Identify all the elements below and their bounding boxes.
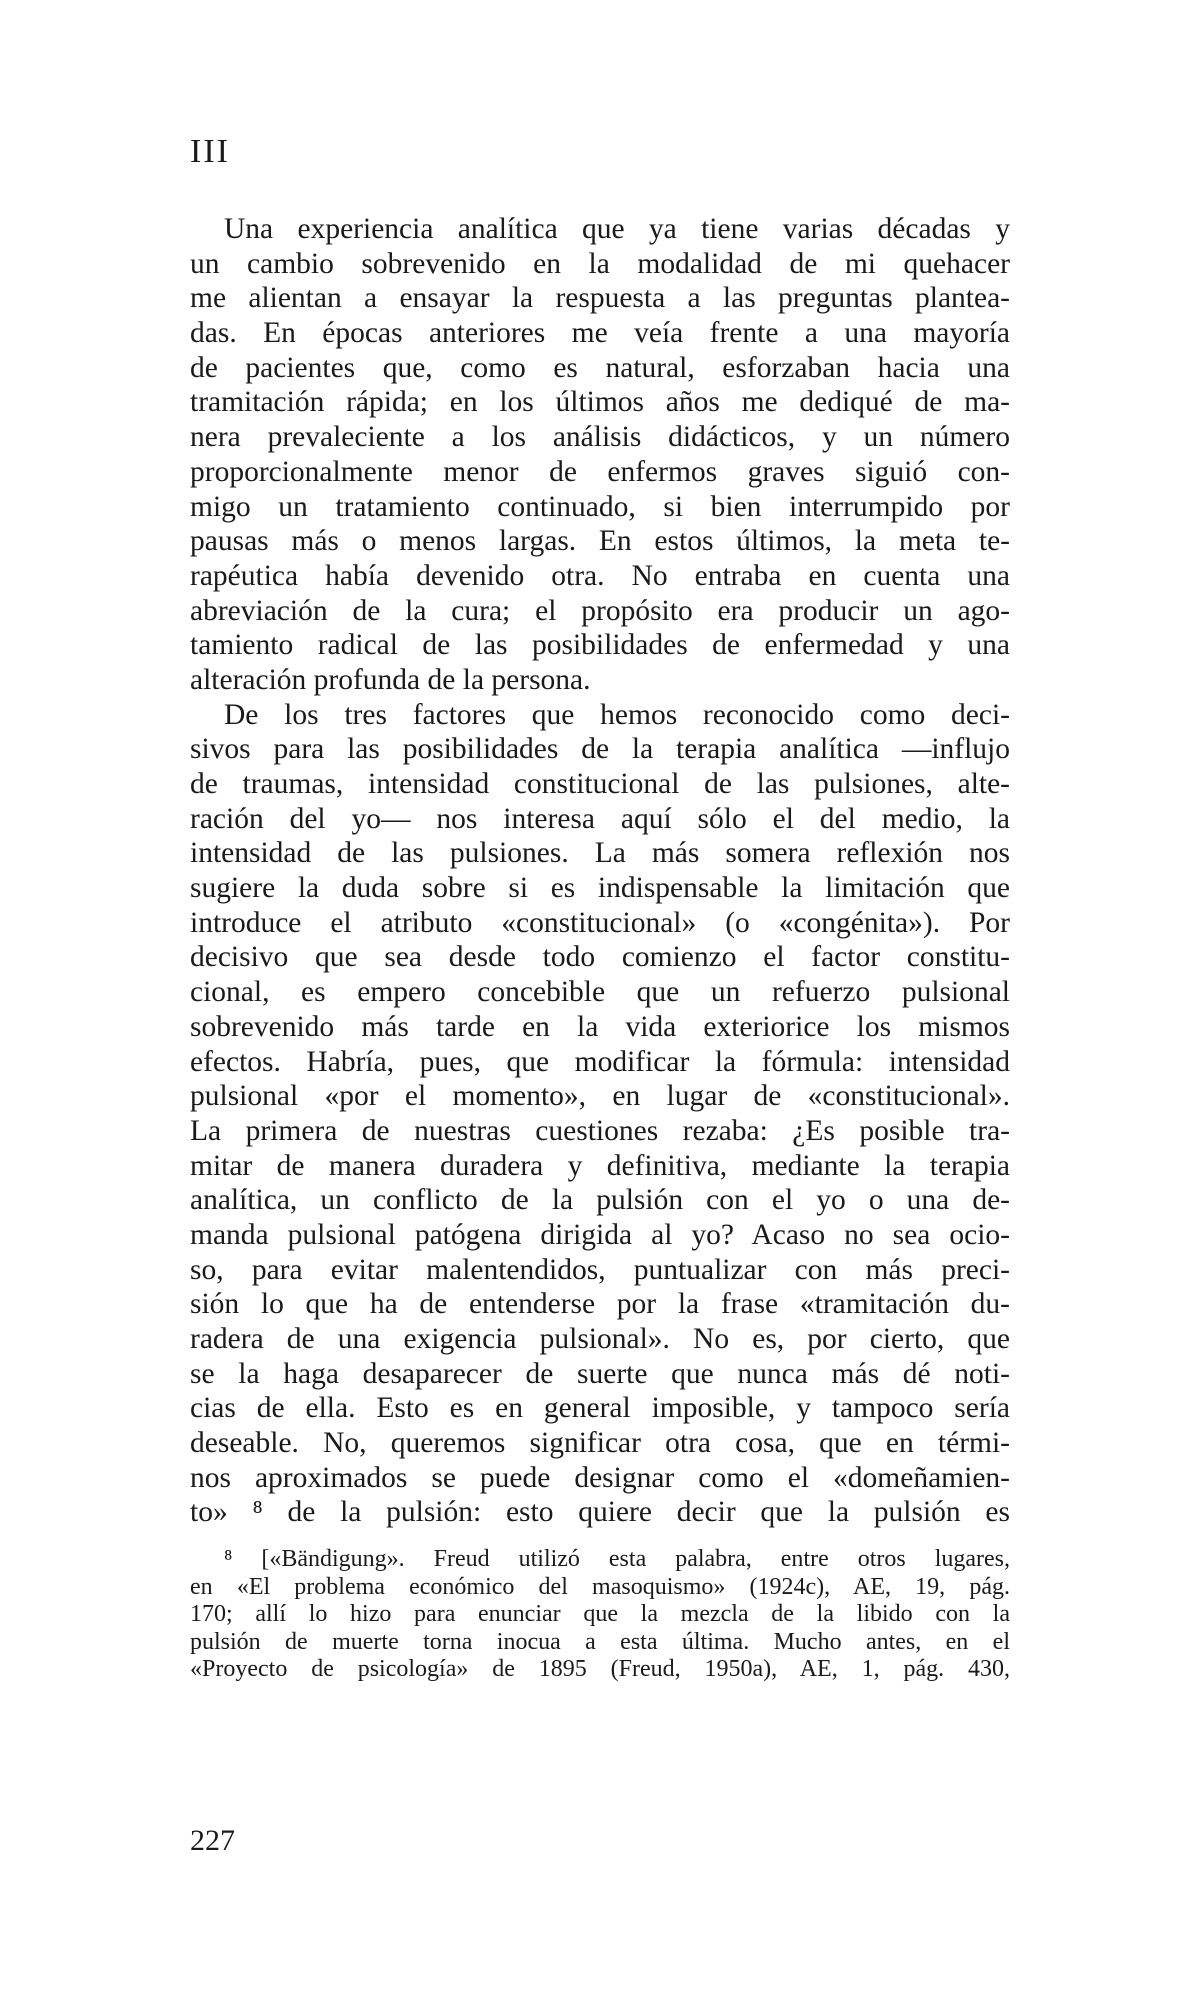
- text-line: cias de ella. Esto es en general imposible, y tampoco sería: [190, 1392, 1010, 1425]
- text-line: me alientan a ensayar la respuesta a las preguntas plantea-: [190, 282, 1010, 315]
- text-line: deseable. No, queremos significar otra cosa, que en térmi-: [190, 1427, 1010, 1460]
- footnote-line: pulsión de muerte torna inocua a esta última. Mucho antes, en el: [190, 1628, 1010, 1655]
- text-line: nos aproximados se puede designar como el «domeñamien-: [190, 1461, 1010, 1494]
- footnote-line: «Proyecto de psicología» de 1895 (Freud, 1950a), AE, 1, pág. 430,: [190, 1656, 1010, 1682]
- text-line: radera de una exigencia pulsional». No es, por cierto, que: [190, 1323, 1010, 1355]
- text-line: migo un tratamiento continuado, si bien interrumpido por: [190, 490, 1010, 523]
- text-line: decisivo que sea desde todo comienzo el factor constitu-: [190, 941, 1010, 974]
- text-line: introduce el atributo «constitucional» (o «congénita»). Por: [190, 906, 1010, 939]
- text-line: un cambio sobrevenido en la modalidad de mi quehacer: [190, 247, 1010, 280]
- text-line: mitar de manera duradera y definitiva, mediante la terapia: [190, 1149, 1010, 1182]
- section-heading: III: [190, 133, 230, 170]
- text-line: cional, es empero concebible que un refuerzo pulsional: [190, 976, 1010, 1009]
- text-line: ración del yo— nos interesa aquí sólo el del medio, la: [190, 802, 1010, 835]
- text-line: proporcionalmente menor de enfermos graves siguió con-: [190, 455, 1010, 488]
- text-line: pausas más o menos largas. En estos últimos, la meta te-: [190, 525, 1010, 558]
- text-line: Una experiencia analítica que ya tiene varias décadas y: [224, 213, 1010, 245]
- text-line: de pacientes que, como es natural, esforzaban hacia una: [190, 351, 1010, 384]
- text-line: efectos. Habría, pues, que modificar la fórmula: intensidad: [190, 1045, 1010, 1078]
- text-line: tamiento radical de las posibilidades de enfermedad y una: [190, 629, 1010, 662]
- text-line: de traumas, intensidad constitucional de las pulsiones, alte-: [190, 768, 1010, 800]
- text-line: sivos para las posibilidades de la terapia analítica —influjo: [190, 733, 1010, 766]
- text-line: das. En épocas anteriores me veía frente a una mayoría: [190, 317, 1010, 350]
- footnote-line: en «El problema económico del masoquismo» (1924c), AE, 19, pág.: [190, 1573, 1010, 1600]
- text-line: intensidad de las pulsiones. La más somera reflexión nos: [190, 837, 1010, 870]
- text-line: alteración profunda de la persona.: [190, 663, 591, 696]
- paragraph-2: [190, 698, 1010, 1531]
- text-line: analítica, un conflicto de la pulsión con el yo o una de-: [190, 1184, 1010, 1217]
- text-line: De los tres factores que hemos reconocido como deci-: [224, 698, 1010, 731]
- text-line: so, para evitar malentendidos, puntualizar con más preci-: [190, 1253, 1010, 1286]
- text-line: pulsional «por el momento», en lugar de «constitucional».: [190, 1080, 1010, 1113]
- paragraph-1: [190, 212, 1010, 698]
- text-line: manda pulsional patógena dirigida al yo? Acaso no sea ocio-: [190, 1218, 1010, 1251]
- footnote: [190, 1546, 1010, 1684]
- page-number: 227: [190, 1824, 235, 1857]
- body-text: [190, 212, 1010, 1530]
- footnote-line: ⁸ [«Bändigung». Freud utilizó esta palabra, entre otros lugares,: [224, 1546, 1010, 1572]
- text-line: se la haga desaparecer de suerte que nunca más dé noti-: [190, 1357, 1010, 1390]
- text-line: La primera de nuestras cuestiones rezaba: ¿Es posible tra-: [190, 1114, 1010, 1147]
- text-line: sión lo que ha de entenderse por la frase «tramitación du-: [190, 1288, 1010, 1321]
- text-line: to» ⁸ de la pulsión: esto quiere decir que la pulsión es: [190, 1496, 1010, 1529]
- text-line: rapéutica había devenido otra. No entraba en cuenta una: [190, 559, 1010, 592]
- footnote-line: 170; allí lo hizo para enunciar que la mezcla de la libido con la: [190, 1601, 1010, 1627]
- text-line: sobrevenido más tarde en la vida exteriorice los mismos: [190, 1010, 1010, 1043]
- text-line: abreviación de la cura; el propósito era producir un ago-: [190, 594, 1010, 627]
- text-line: tramitación rápida; en los últimos años me dediqué de ma-: [190, 386, 1010, 419]
- text-line: nera prevaleciente a los análisis didácticos, y un número: [190, 421, 1010, 454]
- text-line: sugiere la duda sobre si es indispensable la limitación que: [190, 872, 1010, 905]
